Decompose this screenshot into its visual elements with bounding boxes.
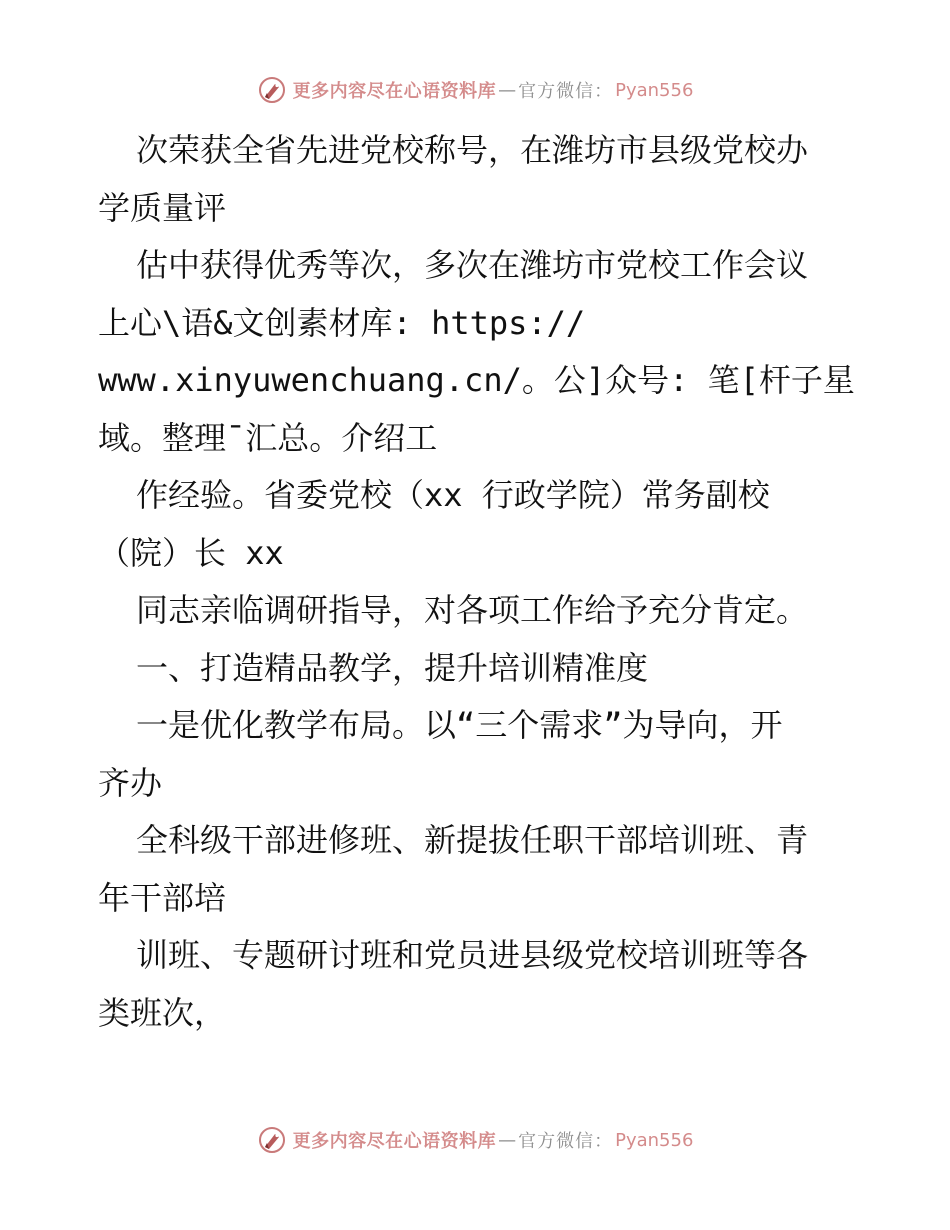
pen-nib-circle-icon <box>257 1125 287 1155</box>
body-line: 类班次， <box>98 993 227 1032</box>
body-line: 次荣获全省先进党校称号，在潍坊市县级党校办 <box>136 131 809 169</box>
body-line: 一是优化教学布局。以“三个需求”为导向，开 <box>136 706 783 744</box>
body-line: 估中获得优秀等次，多次在潍坊市党校工作会议 <box>136 246 809 284</box>
body-line: 同志亲临调研指导，对各项工作给予充分肯定。 <box>136 591 809 629</box>
body-line: 年干部培 <box>98 878 227 917</box>
banner-separator: — <box>498 1129 517 1151</box>
banner-wechat-label: 官方微信： <box>518 81 614 102</box>
banner-separator: — <box>498 79 517 101</box>
body-line: 训班、专题研讨班和党员进县级党校培训班等各 <box>136 936 809 974</box>
body-line: 上心\语&文创素材库: https:// <box>98 303 586 342</box>
body-line: 全科级干部进修班、新提拔任职干部培训班、青 <box>136 821 809 859</box>
banner-main-text: 更多内容尽在心语资料库 <box>292 81 497 102</box>
body-line: 域。整理¯汇总。介绍工 <box>98 418 438 457</box>
banner-main-text: 更多内容尽在心语资料库 <box>292 1131 497 1152</box>
body-line: （院）长 xx <box>98 533 284 572</box>
document-body <box>98 122 868 1042</box>
footer-watermark-banner <box>0 1120 950 1160</box>
header-watermark-banner <box>0 70 950 110</box>
banner-wechat-id: Pyan556 <box>615 79 694 101</box>
banner-wechat-label: 官方微信： <box>518 1131 614 1152</box>
body-line: 作经验。省委党校（xx 行政学院）常务副校 <box>136 476 770 514</box>
pen-nib-circle-icon <box>257 75 287 105</box>
banner-wechat-id: Pyan556 <box>615 1129 694 1151</box>
section-heading: 一、打造精品教学，提升培训精准度 <box>136 648 649 687</box>
body-line: www.xinyuwenchuang.cn/。公]众号: 笔[杆子星 <box>98 361 855 399</box>
body-line: 学质量评 <box>98 188 227 227</box>
body-line: 齐办 <box>98 763 163 802</box>
